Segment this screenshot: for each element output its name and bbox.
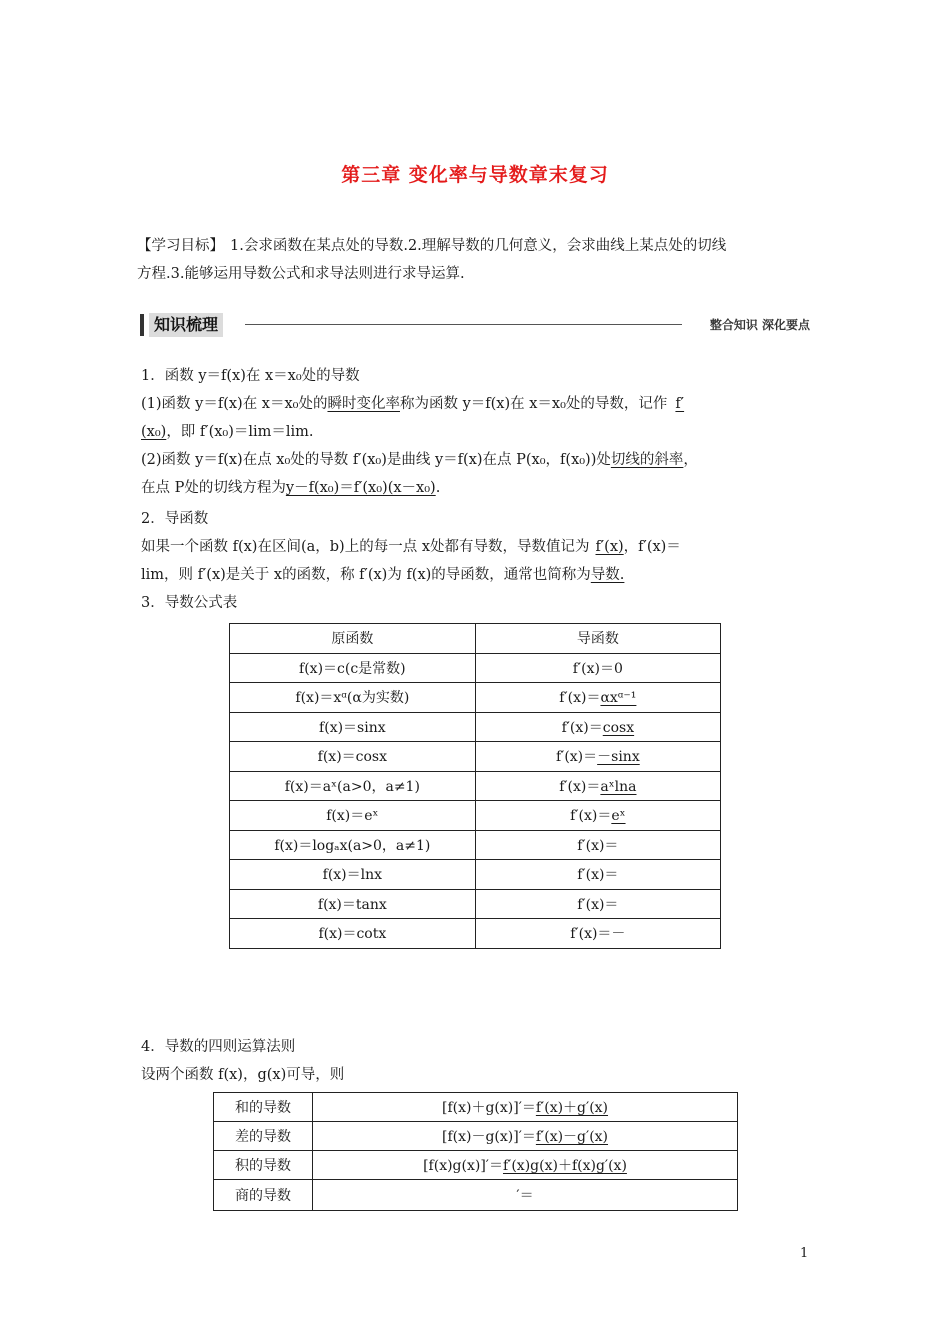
section-divider [245,324,682,325]
section-tag: 整合知识 深化要点 [709,318,810,332]
table-row [214,1093,738,1122]
table-cell: f′(x)＝eˣ [475,801,720,831]
table-cell: f(x)＝tanx [230,889,476,919]
table-blank: f′(x)＋g′(x) [535,1100,609,1116]
s2-blank-short-name: 导数. [590,567,625,583]
s1-para1: (1)函数 y＝f(x)在 x＝x₀处的瞬时变化率称为函数 y＝f(x)在 x＝x₀处的导数，记作 f′ [141,396,685,412]
table-cell: 积的导数 [214,1151,313,1180]
table-cell: f(x)＝c(c是常数) [230,653,476,683]
derivative-formula-table [229,623,721,949]
table-cell: 和的导数 [214,1093,313,1122]
table-row [230,653,721,683]
table-blank: f′(x)g(x)＋f(x)g′(x) [502,1158,627,1174]
table-cell: [f(x)－g(x)]′＝f′(x)－g′(x) [313,1122,738,1151]
s1-blank-slope: 切线的斜率 [610,452,684,468]
table-cell: f(x)＝xᵅ(α为实数) [230,683,476,713]
s4-intro: 设两个函数 f(x)，g(x)可导，则 [141,1067,345,1083]
section-header [140,312,812,338]
page-number: 1 [800,1246,809,1261]
s1-para3: 在点 P处的切线方程为y－f(x₀)＝f′(x₀)(x－x₀). [141,480,441,496]
learning-goals [137,232,817,288]
table-row [230,860,721,890]
table-blank: －sinx [597,749,640,766]
s1-para1-cont: (x₀)，即 f′(x₀)＝lim＝lim. [141,424,314,440]
section-marker [140,314,144,336]
table-blank: aˣlna [600,778,637,795]
s1-blank-instant-rate: 瞬时变化率 [327,396,400,412]
table-row [230,683,721,713]
table-cell: f(x)＝aˣ(a>0，a≠1) [230,771,476,801]
table-blank: cosx [602,719,635,736]
table-row [230,801,721,831]
goals-line1: 1.会求函数在某点处的导数.2.理解导数的几何意义，会求曲线上某点处的切线 [230,238,727,254]
table-cell: f(x)＝sinx [230,712,476,742]
table-row [214,1122,738,1151]
table-cell: f′(x)＝aˣlna [475,771,720,801]
section-name: 知识梳理 [149,313,223,337]
table-cell: f′(x)＝ [475,860,720,890]
operation-rules-table [213,1092,738,1211]
table-cell: 差的导数 [214,1122,313,1151]
s2-blank-derivative: f′(x) [595,539,624,555]
table-cell: 商的导数 [214,1180,313,1211]
table-row [230,712,721,742]
table-row [230,830,721,860]
section-4 [141,1033,821,1089]
s2-heading: 2．导函数 [141,511,209,527]
table-row [230,919,721,949]
table-header-cell: 原函数 [230,624,476,654]
table-cell: f′(x)＝－ [475,919,720,949]
table-cell: f′(x)＝αxᵅ⁻¹ [475,683,720,713]
table-blank: αxᵅ⁻¹ [600,690,637,707]
table-blank: eˣ [611,808,626,825]
table-row [214,1151,738,1180]
section-2 [141,505,821,617]
s1-para2: (2)函数 y＝f(x)在点 x₀处的导数 f′(x₀)是曲线 y＝f(x)在点 P(x₀，f(x₀))处切线的斜率， [141,452,698,468]
page-title: 第三章 变化率与导数章末复习 [341,164,609,186]
table-row [230,771,721,801]
table-row [214,1180,738,1211]
table-row [230,889,721,919]
table-blank: f′(x)－g′(x) [535,1129,609,1145]
table-cell: f′(x)＝ [475,889,720,919]
table-cell: f′(x)＝0 [475,653,720,683]
s1-heading: 1．函数 y＝f(x)在 x＝x₀处的导数 [141,368,360,384]
table-cell: f(x)＝cotx [230,919,476,949]
table-cell: f(x)＝eˣ [230,801,476,831]
table-header-row [230,624,721,654]
s4-heading: 4．导数的四则运算法则 [141,1039,296,1055]
s3-heading: 3．导数公式表 [141,595,238,611]
s2-line2: lim，则 f′(x)是关于 x的函数，称 f′(x)为 f(x)的导函数，通常也简称为导数. [141,567,625,583]
goals-line2: 方程.3.能够运用导数公式和求导法则进行求导运算. [137,266,465,282]
s2-line1: 如果一个函数 f(x)在区间(a，b)上的每一点 x处都有导数，导数值记为 f′(x)，f′(x)＝ [141,539,681,555]
table-cell: [f(x)g(x)]′＝f′(x)g(x)＋f(x)g′(x) [313,1151,738,1180]
table-cell: f(x)＝logₐx(a>0，a≠1) [230,830,476,860]
s1-blank-tangent-eq: y－f(x₀)＝f′(x₀)(x－x₀) [285,480,436,496]
s1-blank-notation: f′ [675,396,685,412]
s1-blank-notation-arg: (x₀) [141,424,167,440]
table-cell: f′(x)＝cosx [475,712,720,742]
table-cell: f′(x)＝ [475,830,720,860]
table-cell: f′(x)＝－sinx [475,742,720,772]
table-cell: f(x)＝lnx [230,860,476,890]
section-1 [141,362,821,502]
table-cell: ′＝ [313,1180,738,1211]
table-cell: [f(x)＋g(x)]′＝f′(x)＋g′(x) [313,1093,738,1122]
goals-label: 【学习目标】 [137,238,224,254]
table-row [230,742,721,772]
table-cell: f(x)＝cosx [230,742,476,772]
table-header-cell: 导函数 [475,624,720,654]
